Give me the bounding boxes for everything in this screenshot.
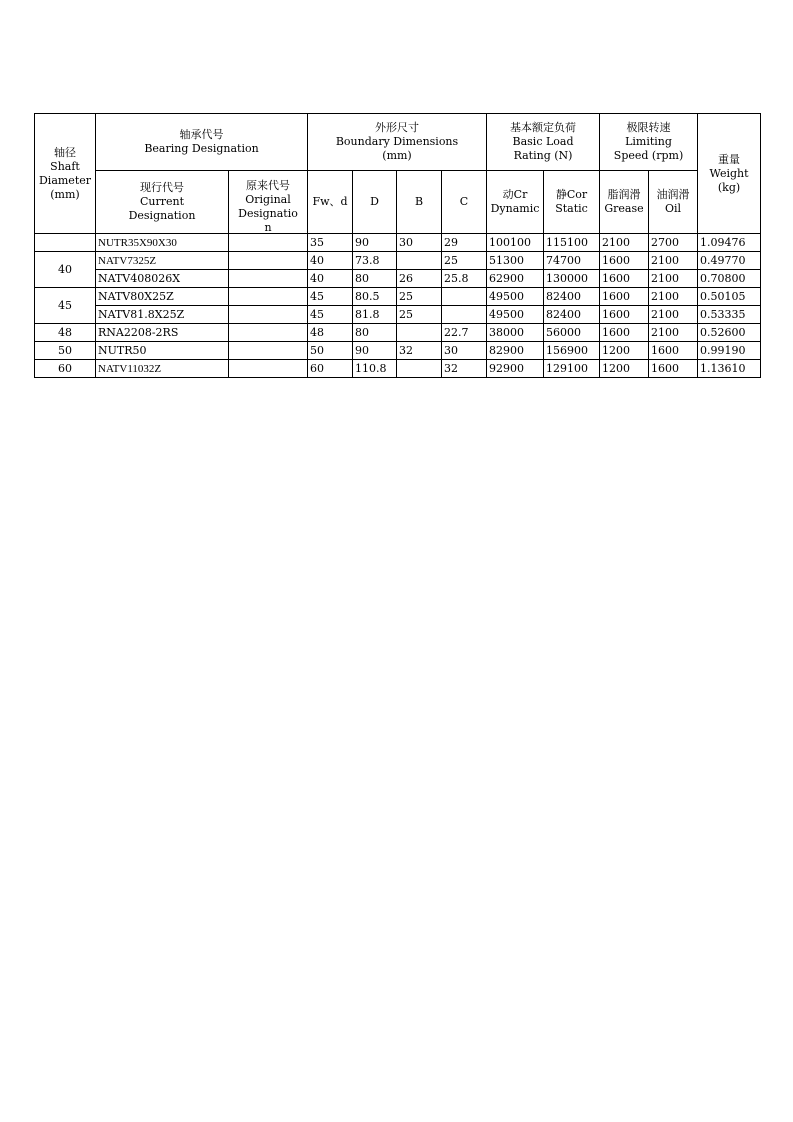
- designation-cell: NATV80X25Z: [96, 288, 229, 306]
- weight-header: 重量 Weight (kg): [698, 114, 761, 234]
- weight-cell: 0.53335: [698, 306, 761, 324]
- b-cell: 32: [397, 342, 442, 360]
- current-designation-header: 现行代号 Current Designation: [96, 171, 229, 234]
- designation-cell: NATV7325Z: [96, 252, 229, 270]
- bearing-spec-table: [34, 113, 761, 378]
- b-cell: [397, 252, 442, 270]
- c-cell: 30: [442, 342, 487, 360]
- designation-cell: NATV11032Z: [96, 360, 229, 378]
- weight-cell: 0.70800: [698, 270, 761, 288]
- d-cell: 80.5: [353, 288, 397, 306]
- limiting-speed-header: 极限转速 Limiting Speed (rpm): [600, 114, 698, 171]
- weight-cell: 1.13610: [698, 360, 761, 378]
- original-cell: [229, 252, 308, 270]
- table-row: [35, 324, 761, 342]
- oil-cell: 2100: [649, 252, 698, 270]
- shaft-cell: 48: [35, 324, 96, 342]
- b-cell: 25: [397, 288, 442, 306]
- designation-cell: NUTR50: [96, 342, 229, 360]
- bearing-designation-header: 轴承代号 Bearing Designation: [96, 114, 308, 171]
- b-header: B: [397, 171, 442, 234]
- fw-cell: 40: [308, 252, 353, 270]
- c-cell: 22.7: [442, 324, 487, 342]
- weight-cell: 0.52600: [698, 324, 761, 342]
- grease-header: 脂润滑 Grease: [600, 171, 649, 234]
- oil-cell: 1600: [649, 360, 698, 378]
- header-row-1: [35, 114, 761, 171]
- grease-cell: 1600: [600, 288, 649, 306]
- c-cell: 25.8: [442, 270, 487, 288]
- designation-cell: RNA2208-2RS: [96, 324, 229, 342]
- weight-cell: 0.50105: [698, 288, 761, 306]
- original-cell: [229, 234, 308, 252]
- grease-cell: 1200: [600, 342, 649, 360]
- shaft-cell: 50: [35, 342, 96, 360]
- static-cell: 129100: [544, 360, 600, 378]
- c-cell: [442, 288, 487, 306]
- b-cell: 26: [397, 270, 442, 288]
- shaft-diameter-header: 轴径 Shaft Diameter (mm): [35, 114, 96, 234]
- table-row: [35, 306, 761, 324]
- shaft-cell: 40: [35, 252, 96, 288]
- designation-cell: NATV81.8X25Z: [96, 306, 229, 324]
- fw-d-header: Fw、d: [308, 171, 353, 234]
- shaft-cell: 60: [35, 360, 96, 378]
- dynamic-cell: 82900: [487, 342, 544, 360]
- dynamic-cell: 49500: [487, 288, 544, 306]
- d-cell: 90: [353, 342, 397, 360]
- weight-cell: 1.09476: [698, 234, 761, 252]
- original-cell: [229, 342, 308, 360]
- table-row: [35, 342, 761, 360]
- dynamic-cell: 62900: [487, 270, 544, 288]
- oil-cell: 2100: [649, 324, 698, 342]
- original-cell: [229, 288, 308, 306]
- table-row: [35, 270, 761, 288]
- fw-cell: 35: [308, 234, 353, 252]
- basic-load-rating-header: 基本额定负荷 Basic Load Rating (N): [487, 114, 600, 171]
- d-cell: 110.8: [353, 360, 397, 378]
- static-cell: 82400: [544, 306, 600, 324]
- dynamic-cell: 49500: [487, 306, 544, 324]
- original-cell: [229, 324, 308, 342]
- table-row: [35, 252, 761, 270]
- shaft-cell: 45: [35, 288, 96, 324]
- grease-cell: 1600: [600, 270, 649, 288]
- static-cell: 56000: [544, 324, 600, 342]
- oil-cell: 1600: [649, 342, 698, 360]
- static-cell: 74700: [544, 252, 600, 270]
- static-cell: 156900: [544, 342, 600, 360]
- b-cell: [397, 324, 442, 342]
- b-cell: 30: [397, 234, 442, 252]
- c-cell: 32: [442, 360, 487, 378]
- d-cell: 90: [353, 234, 397, 252]
- dynamic-cell: 51300: [487, 252, 544, 270]
- c-cell: [442, 306, 487, 324]
- d-cell: 73.8: [353, 252, 397, 270]
- oil-header: 油润滑 Oil: [649, 171, 698, 234]
- c-header: C: [442, 171, 487, 234]
- fw-cell: 45: [308, 288, 353, 306]
- boundary-dimensions-header: 外形尺寸 Boundary Dimensions (mm): [308, 114, 487, 171]
- dynamic-cell: 92900: [487, 360, 544, 378]
- b-cell: 25: [397, 306, 442, 324]
- fw-cell: 60: [308, 360, 353, 378]
- static-cell: 115100: [544, 234, 600, 252]
- static-cell: 82400: [544, 288, 600, 306]
- designation-cell: NUTR35X90X30: [96, 234, 229, 252]
- b-cell: [397, 360, 442, 378]
- oil-cell: 2100: [649, 288, 698, 306]
- d-header: D: [353, 171, 397, 234]
- fw-cell: 40: [308, 270, 353, 288]
- static-cell: 130000: [544, 270, 600, 288]
- dynamic-header: 动Cr Dynamic: [487, 171, 544, 234]
- grease-cell: 1600: [600, 324, 649, 342]
- table-row: [35, 288, 761, 306]
- fw-cell: 48: [308, 324, 353, 342]
- original-cell: [229, 360, 308, 378]
- oil-cell: 2700: [649, 234, 698, 252]
- table-row: [35, 234, 761, 252]
- original-cell: [229, 306, 308, 324]
- grease-cell: 1200: [600, 360, 649, 378]
- fw-cell: 50: [308, 342, 353, 360]
- static-header: 静Cor Static: [544, 171, 600, 234]
- weight-cell: 0.49770: [698, 252, 761, 270]
- original-cell: [229, 270, 308, 288]
- grease-cell: 2100: [600, 234, 649, 252]
- dynamic-cell: 38000: [487, 324, 544, 342]
- dynamic-cell: 100100: [487, 234, 544, 252]
- designation-cell: NATV408026X: [96, 270, 229, 288]
- table-row: [35, 360, 761, 378]
- grease-cell: 1600: [600, 306, 649, 324]
- shaft-cell: [35, 234, 96, 252]
- grease-cell: 1600: [600, 252, 649, 270]
- header-row-2: [35, 171, 761, 234]
- c-cell: 25: [442, 252, 487, 270]
- oil-cell: 2100: [649, 270, 698, 288]
- d-cell: 81.8: [353, 306, 397, 324]
- c-cell: 29: [442, 234, 487, 252]
- d-cell: 80: [353, 270, 397, 288]
- original-designation-header: 原来代号 Original Designatio n: [229, 171, 308, 234]
- fw-cell: 45: [308, 306, 353, 324]
- oil-cell: 2100: [649, 306, 698, 324]
- weight-cell: 0.99190: [698, 342, 761, 360]
- d-cell: 80: [353, 324, 397, 342]
